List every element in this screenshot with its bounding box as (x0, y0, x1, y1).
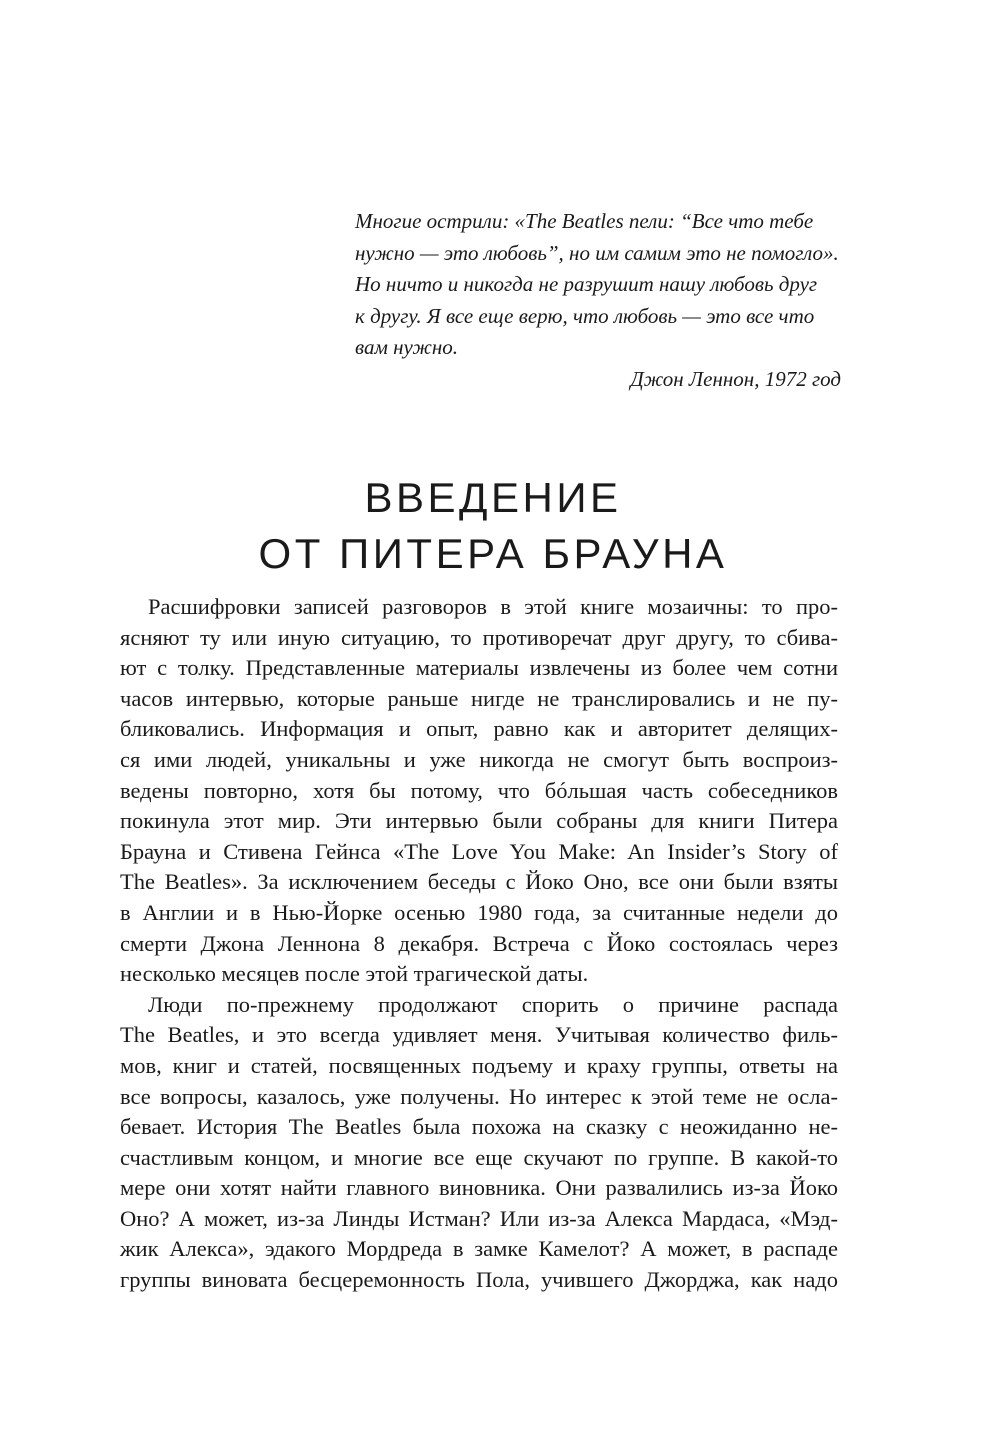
text-line: бликовались. Информация и опыт, равно как и авторитет делящих- (120, 716, 838, 742)
text-line: несколько месяцев после этой трагической даты. (120, 961, 589, 987)
text-line: в Англии и в Нью-Йорке осенью 1980 года, за считанные недели до (120, 899, 838, 925)
text-line: покинула этот мир. Эти интервью были собраны для книги Питера (120, 808, 838, 834)
epigraph-line: нужно — это любовь”, но им самим это не помогло». (355, 240, 839, 265)
paragraph-2 (120, 990, 838, 1296)
text-line: ся ими людей, уникальны и уже никогда не смогут быть воспроиз- (120, 746, 838, 772)
text-line: мов, книг и статей, посвященных подъему и краху группы, ответы на (120, 1052, 838, 1078)
body-text (120, 592, 838, 1296)
text-line: Брауна и Стивена Гейнса «The Love You Make: An Insider’s Story of (120, 838, 838, 864)
epigraph-line: Многие острили: «The Beatles пели: “Все что тебе (355, 209, 814, 233)
chapter-title-line-2: ОТ ПИТЕРА БРАУНА (258, 530, 728, 577)
chapter-title (0, 470, 986, 582)
text-line: The Beatles». За исключением беседы с Йоко Оно, все они были взяты (120, 869, 838, 895)
text-line: ясняют ту или иную ситуацию, то противоречат друг другу, то сбива- (120, 624, 838, 650)
text-line: ведены повторно, хотя бы потому, что бóльшая часть собеседников (120, 777, 838, 803)
epigraph-attribution: Джон Леннон, 1972 год (630, 366, 841, 391)
text-line: счастливым концом, и многие все еще скучают по группе. В какой-то (120, 1144, 838, 1170)
epigraph (355, 206, 841, 394)
epigraph-line: Но ничто и никогда не разрушит нашу любовь друг (355, 272, 818, 296)
text-line: часов интервью, которые раньше нигде не транслировались и не пу- (120, 685, 838, 711)
text-line: группы виновата бесцеремонность Пола, учившего Джорджа, как надо (120, 1267, 838, 1293)
text-line: мере они хотят найти главного виновника. Они развалились из-за Йоко (120, 1175, 838, 1201)
text-line: Расшифровки записей разговоров в этой книге мозаичны: то про- (148, 594, 838, 619)
text-line: Оно? А может, из-за Линды Истман? Или из-за Алекса Мардаса, «Мэд- (120, 1205, 838, 1231)
text-line: все вопросы, казалось, уже получены. Но интерес к этой теме не осла- (120, 1083, 838, 1109)
epigraph-line: вам нужно. (355, 335, 459, 359)
chapter-title-line-1: ВВЕДЕНИЕ (364, 474, 622, 521)
text-line: бевает. История The Beatles была похожа на сказку с неожиданно не- (120, 1114, 838, 1140)
text-line: жик Алекса», эдакого Мордреда в замке Камелот? А может, в распаде (120, 1236, 838, 1262)
paragraph-1 (120, 592, 838, 990)
epigraph-line: к другу. Я все еще верю, что любовь — это все что (355, 303, 815, 328)
text-line: смерти Джона Леннона 8 декабря. Встреча с Йоко состоялась через (120, 930, 838, 956)
text-line: The Beatles, и это всегда удивляет меня. Учитывая количество филь- (120, 1022, 838, 1048)
text-line: ют с толку. Представленные материалы извлечены из более чем сотни (120, 655, 838, 681)
text-line: Люди по-прежнему продолжают спорить о причине распада (148, 991, 838, 1017)
